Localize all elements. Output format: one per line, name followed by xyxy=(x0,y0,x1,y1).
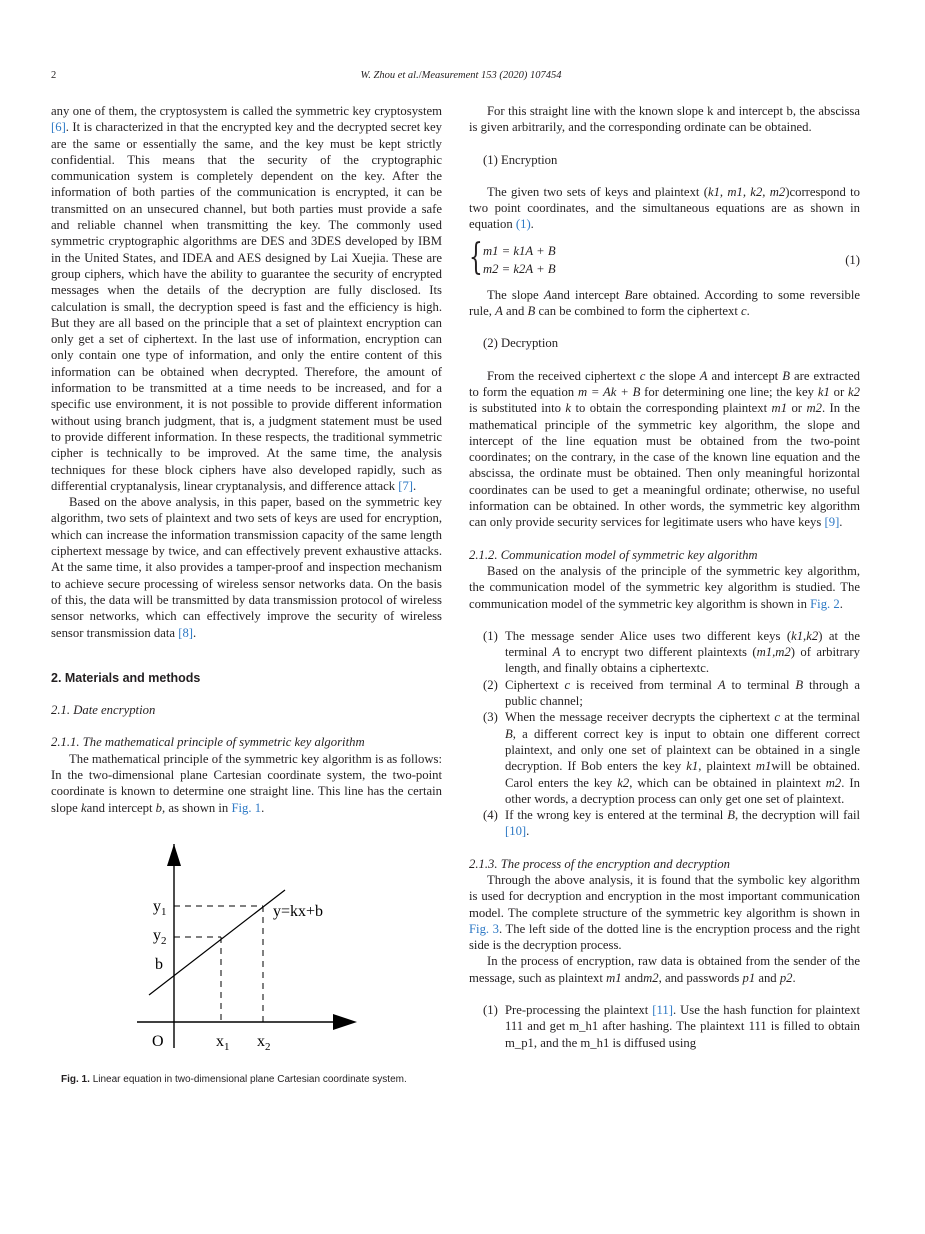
text: ) of arbitrary length, and finally obtains a ciphertextc. xyxy=(505,645,860,676)
math-var: k1,k2 xyxy=(791,628,819,643)
text: . xyxy=(839,515,843,530)
text: . The left side of the dotted line is the encryption process and the right side is the decryption process. xyxy=(469,921,860,953)
math-var: B xyxy=(527,304,536,319)
text: . xyxy=(261,800,265,815)
text: When the message receiver decrypts the ciphertext xyxy=(505,710,775,725)
math-var: p2 xyxy=(779,970,793,985)
equation-number: (1) xyxy=(845,252,860,267)
right-column xyxy=(469,103,860,1051)
text: any one of them, the cryptosystem is called the symmetric key cryptosystem xyxy=(51,104,442,118)
label-x1: $x_1$ xyxy=(216,1032,230,1053)
encryption-heading: (1) Encryption xyxy=(483,152,558,167)
text: is received from terminal xyxy=(570,677,718,692)
list-item xyxy=(469,1002,860,1051)
label-b: b xyxy=(155,955,163,973)
figure-link[interactable]: Fig. 3 xyxy=(469,921,500,936)
citation-link[interactable]: [8] xyxy=(178,625,194,640)
math-var: B xyxy=(782,368,790,383)
math-var: m1 xyxy=(771,401,788,416)
citation-link[interactable]: [10] xyxy=(505,824,527,839)
math-var: A xyxy=(495,304,503,319)
list-item xyxy=(469,677,860,710)
communication-steps-list xyxy=(469,628,860,840)
paragraph xyxy=(469,287,860,320)
math-expression: m = Ak + B xyxy=(577,384,641,399)
text: . In other words, a decryption process can only get one set of plaintext. xyxy=(505,775,860,806)
text: . xyxy=(526,824,530,839)
figure-caption xyxy=(61,1072,407,1088)
math-var: m2 xyxy=(825,775,842,790)
text: . It is characterized in that the encrypted key and the decrypted secret key are the same or essentially the same, and the key must be kept strictly confidential. This means that the security of the cryptographic communication system is completely dependent on the key. After the information of both parties of the communication is encrypted, it can be transmitted on an unsecured channel, but both parties must provide a safe and reliable channel when transmitting the key. The commonly used symmetric cryptographic algorithms are DES and 3DES developed by IBM in the United States, and IDEA and AES designed by Lai Xuejia. These are group ciphers, which have the ability to guarantee the security of encrypted messages when the details of the decryption are fully disclosed. Its calculation is small, the decryption speed is fast and the efficiency is high. But they are all based on the principle that a set of plaintext encryption can only get a set of ciphertext. In the last use of information, encryption can only contain one type of information, and only the entire content of this information can be obtained when decrypted. Therefore, the amount of information to be transmitted at a time needs to be increased, and for a specific use environment, it is not possible to provide different information without using branch judgment, that is, a judgment statement must be used to provide different information. In these respects, the traditional symmetric cipher is technically to be improved. At the same time, the analysis techniques for these block ciphers have also developed rapidly, such as differential cryptanalysis, linear cryptanalysis, and difference attack xyxy=(51,120,442,493)
math-var: k2 xyxy=(617,775,630,790)
paragraph xyxy=(51,494,442,641)
label-y2: $y_2$ xyxy=(153,926,167,947)
text: The mathematical principle of the symmetric key algorithm is as follows: In the two-dimensional plane Cartesian coordinate system, the two-point coordinate is known to determine one straight line. This line has the certain slope xyxy=(51,751,442,815)
text: The message sender Alice uses two different keys ( xyxy=(505,628,792,643)
text: . xyxy=(193,625,197,640)
math-var: c xyxy=(564,677,571,692)
text: is substituted into xyxy=(469,401,566,416)
citation-link[interactable]: [6] xyxy=(51,120,66,135)
list-item xyxy=(469,709,860,807)
journal-reference: W. Zhou et al./Measurement 153 (2020) 107454 xyxy=(360,70,562,81)
text: , plaintext xyxy=(698,759,756,774)
text: In the process of encryption, raw data is obtained from the sender of the message, such as plaintext xyxy=(469,954,860,985)
citation-link[interactable]: [7] xyxy=(398,478,414,493)
item-number: (4) xyxy=(483,808,498,823)
figure-link[interactable]: Fig. 1 xyxy=(231,800,262,815)
text: Based on the analysis of the principle of the symmetric key algorithm, the communication model of the symmetric key algorithm is studied. The communication model of the symmetric key algorithm is shown in xyxy=(469,563,860,611)
page-number: 2 xyxy=(51,70,57,81)
text: and intercept xyxy=(86,800,156,815)
math-var: A xyxy=(699,368,708,383)
text: . xyxy=(413,478,417,493)
equation-line-1: m1 = k1A + B xyxy=(483,243,556,258)
label-line-equation: y=kx+b xyxy=(273,902,324,920)
list-item xyxy=(469,628,860,677)
text: to obtain the corresponding plaintext xyxy=(571,401,772,416)
text: ) at the terminal xyxy=(505,628,861,660)
text: Through the above analysis, it is found that the symbolic key algorithm is used for decryption and encryption in the most important communication model. The complete structure of the symmetric key algorithm is shown in xyxy=(469,872,860,920)
text: at the terminal xyxy=(779,710,860,725)
text: Pre-processing the plaintext xyxy=(505,1003,653,1018)
paragraph xyxy=(469,368,860,531)
text: and xyxy=(621,970,644,985)
text: . xyxy=(746,304,750,319)
y-axis-arrow-icon xyxy=(167,844,181,866)
subsubsection-heading: 2.1.3. The process of the encryption and decryption xyxy=(469,856,730,871)
text: to encrypt two different plaintexts ( xyxy=(560,645,757,660)
text: will be obtained. Carol enters the key xyxy=(505,759,860,790)
math-var: c xyxy=(774,710,780,725)
math-var: A xyxy=(543,287,552,302)
text: . xyxy=(792,970,796,985)
text: for determining one line; the key xyxy=(640,384,818,399)
equation-1 xyxy=(469,236,860,279)
math-var: B xyxy=(727,808,735,823)
text: through a public channel; xyxy=(505,677,860,709)
line-y-kx-b xyxy=(149,890,285,995)
text: . xyxy=(530,217,534,232)
text: , and passwords xyxy=(658,970,743,985)
section-heading: 2. Materials and methods xyxy=(51,670,201,685)
x-axis-arrow-icon xyxy=(333,1014,357,1030)
text: . Use the hash function for plaintext 111 and get m_h1 after hashing. The plaintext 111 is filled to obtain m_p1, and the m_h1 is diffused using xyxy=(505,1003,860,1050)
header-authors: W. Zhou et al. xyxy=(360,70,419,81)
item-number: (3) xyxy=(483,710,498,725)
running-header xyxy=(51,70,871,86)
paragraph xyxy=(469,953,860,986)
linear-equation-diagram xyxy=(51,836,442,1066)
left-column xyxy=(51,103,442,1096)
math-var: c xyxy=(741,304,747,319)
text: , as shown in xyxy=(162,800,232,815)
math-var: B xyxy=(624,287,633,302)
encryption-steps-list xyxy=(469,1002,860,1051)
math-var: A xyxy=(717,677,726,692)
text: or xyxy=(829,384,848,399)
figure-1 xyxy=(51,836,442,1096)
text: The slope xyxy=(487,287,544,302)
paragraph: For this straight line with the known slope k and intercept b, the abscissa is given arbitrarily, and the corresponding ordinate can be obtained. xyxy=(469,104,860,135)
item-number: (2) xyxy=(483,677,498,692)
math-var: b xyxy=(155,800,162,815)
text: Based on the above analysis, in this paper, based on the symmetric key algorithm, two sets of plaintext and two sets of keys are used for encryption, which can increase the information transmission capacity of the same length ciphertext message by twice, and can effectively prevent exhaustive attacks. At the same time, it also provides a tamper-proof and inspection mechanism to achieve secure processing of wireless sensor networks data. On the basis of this, the data will be transmitted by data transmission protocol of wireless sensor networks, which can effectively improve the security of wireless sensor transmission data xyxy=(51,495,442,640)
equation-line-2: m2 = k2A + B xyxy=(483,261,556,276)
item-number: (1) xyxy=(483,1003,498,1018)
math-var: B xyxy=(795,677,804,692)
text: The given two sets of keys and plaintext ( xyxy=(487,184,708,199)
text: and intercept xyxy=(707,368,783,383)
math-var: p1 xyxy=(742,970,756,985)
subsection-heading: 2.1. Date encryption xyxy=(51,703,156,718)
text: , the decryption will fail xyxy=(734,808,860,823)
text: are obtained. According to some reversible rule, xyxy=(469,287,860,319)
subsubsection-heading: 2.1.2. Communication model of symmetric key algorithm xyxy=(469,547,758,562)
math-var: m2 xyxy=(643,970,659,985)
subsubsection-heading: 2.1.1. The mathematical principle of symmetric key algorithm xyxy=(51,735,365,750)
text: the slope xyxy=(645,368,700,383)
paragraph xyxy=(469,184,860,233)
citation-link[interactable]: [11] xyxy=(652,1003,673,1018)
text: . In the mathematical principle of the symmetric key algorithm, the slope and intercept of the line equation must be obtained from the two-point coordinates; on the contrary, in the case of the known line equation and the abscissa, the ordinate must be obtained. Then only meaningful horizontal coordinates can be used to get a meaningful ordinate; otherwise, no useful information can be obtained. In other words, the symmetric key algorithm can only provide security services for legitimate users who have keys xyxy=(469,401,861,530)
text: or xyxy=(787,401,807,416)
label-origin: O xyxy=(152,1032,164,1050)
label-y1: $y_1$ xyxy=(153,897,167,918)
text: )correspond to two point coordinates, and the simultaneous equations are as shown in equation xyxy=(469,184,860,232)
math-var: k1 xyxy=(817,384,830,399)
text: , a different correct key is input to obtain one different correct plaintext, and only one set of plaintext can be obtained in a single decryption. If Bob enters the key xyxy=(505,726,860,774)
math-var: m1 xyxy=(606,970,622,985)
text: If the wrong key is entered at the terminal xyxy=(505,808,728,823)
math-var: A xyxy=(552,645,561,660)
label-x2: $x_2$ xyxy=(257,1032,271,1053)
paragraph xyxy=(51,103,442,494)
decryption-heading: (2) Decryption xyxy=(483,336,559,351)
paragraph xyxy=(469,563,860,612)
math-var: m2 xyxy=(806,401,822,416)
math-var: k1 xyxy=(686,759,699,774)
math-vars: k1, m1, k2, m2 xyxy=(707,184,786,199)
text: are extracted to form the equation xyxy=(469,368,860,399)
caption-text: Linear equation in two-dimensional plane Cartesian coordinate system. xyxy=(92,1073,407,1085)
brace-symbol: { xyxy=(469,236,483,278)
text: . xyxy=(839,596,843,611)
text: From the received ciphertext xyxy=(487,368,640,383)
math-var: k xyxy=(565,401,572,416)
math-var: k xyxy=(80,800,87,815)
caption-label: Fig. 1. xyxy=(61,1073,90,1085)
item-number: (1) xyxy=(483,628,498,643)
paragraph xyxy=(51,751,442,816)
text: , which can be obtained in plaintext xyxy=(629,775,826,790)
math-var: m1 xyxy=(755,759,772,774)
text: Ciphertext xyxy=(505,677,565,692)
equation-link[interactable]: (1) xyxy=(515,217,531,232)
citation-link[interactable]: [9] xyxy=(824,515,840,530)
text: and xyxy=(755,970,780,985)
paragraph xyxy=(469,872,860,953)
text: and xyxy=(502,304,528,319)
text: can be combined to form the ciphertext xyxy=(535,304,742,319)
list-item xyxy=(469,807,860,840)
figure-link[interactable]: Fig. 2 xyxy=(810,596,840,611)
math-var: B xyxy=(505,726,513,741)
header-journal: Measurement 153 (2020) 107454 xyxy=(421,70,562,81)
math-var: c xyxy=(639,368,646,383)
math-var: m1,m2 xyxy=(756,645,791,660)
math-var: k2 xyxy=(847,384,860,399)
text: and intercept xyxy=(551,287,625,302)
text: to terminal xyxy=(725,677,796,692)
